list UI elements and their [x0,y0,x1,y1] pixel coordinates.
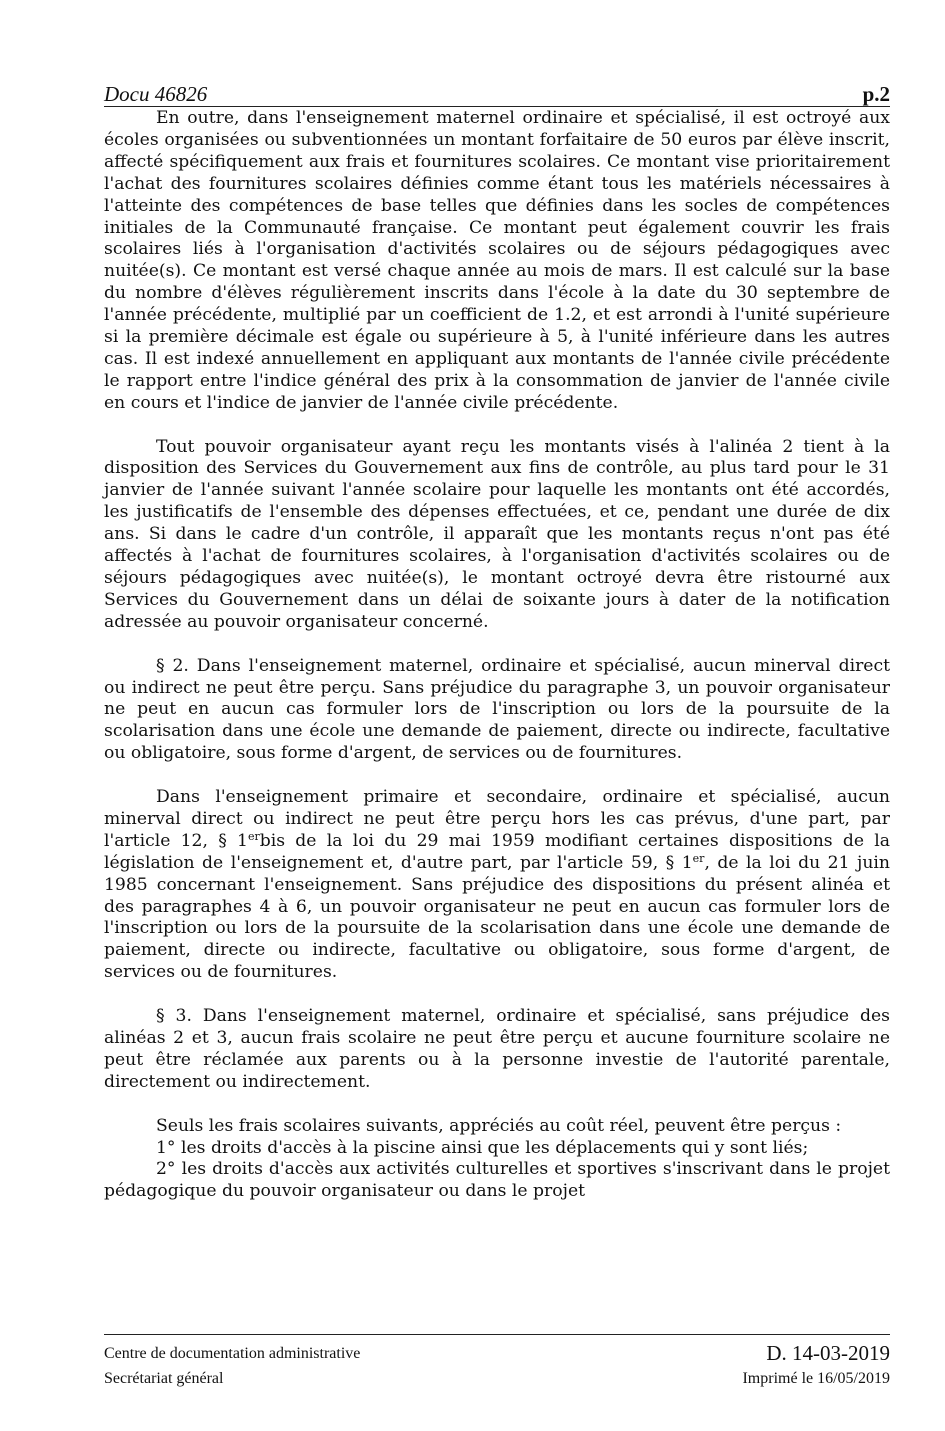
footer-secretariat: Secrétariat général [104,1370,224,1387]
paragraph-section-2: § 2. Dans l'enseignement maternel, ordinaire et spécialisé, aucun minerval direct ou indirect ne peut être perçu. Sans préjudice du paragraphe 3, un pouvoir organisateur ne peut en aucun cas formuler lors de l'inscription ou lors de la poursuite de la scolarisation dans une école une demande de paiement, directe ou indirecte, facultative ou obligatoire, sous forme d'argent, de services ou de fournitures. [104,655,890,764]
document-body [104,108,890,1203]
paragraph-controle: Tout pouvoir organisateur ayant reçu les montants visés à l'alinéa 2 tient à la disposition des Services du Gouvernement aux fins de contrôle, au plus tard pour le 31 janvier de l'année suivant l'année scolaire pour laquelle les montants ont été accordés, les justificatifs de l'ensemble des dépenses effectuées, et ce, pendant une durée de dix ans. Si dans le cadre d'un contrôle, il apparaît que les montants reçus n'ont pas été affectés à l'achat de fournitures scolaires, à l'organisation d'activités scolaires ou de séjours pédagogiques avec nuitée(s), le montant octroyé devra être ristourné aux Services du Gouvernement dans un délai de soixante jours à dater de la notification adressée au pouvoir organisateur concerné. [104,436,890,632]
footer-decree-date: D. 14-03-2019 [766,1341,890,1365]
paragraph-primaire-secondaire: Dans l'enseignement primaire et secondaire, ordinaire et spécialisé, aucun minerval direct ou indirect ne peut être perçu hors les cas prévus, d'une part, par l'article 12, § 1erbis de la loi du 29 mai 1959 modifiant certaines dispositions de la législation de l'enseignement et, d'autre part, par l'article 59, § 1er, de la loi du 21 juin 1985 concernant l'enseignement. Sans préjudice des dispositions du présent alinéa et des paragraphes 4 à 6, un pouvoir organisateur ne peut en aucun cas formuler lors de l'inscription ou lors de la poursuite de la scolarisation dans une école une demande de paiement, directe ou indirecte, facultative ou obligatoire, sous forme d'argent, de services ou de fournitures. [104,787,890,983]
list-item-piscine: 1° les droits d'accès à la piscine ainsi que les déplacements qui y sont liés; [156,1137,809,1158]
paragraph-section-3: § 3. Dans l'enseignement maternel, ordinaire et spécialisé, sans préjudice des alinéas 2 et 3, aucun frais scolaire ne peut être perçu et aucune fourniture scolaire ne peut être réclamée aux parents ou à la personne investie de l'autorité parentale, directement ou indirectement. [104,1006,890,1092]
list-item-activites: 2° les droits d'accès aux activités culturelles et sportives s'inscrivant dans le projet pédagogique du pouvoir organisateur ou dans le projet [104,1159,890,1202]
paragraph-frais-admis: Seuls les frais scolaires suivants, appréciés au coût réel, peuvent être perçus : [156,1115,842,1136]
footer-print-date: Imprimé le 16/05/2019 [742,1370,890,1387]
page-footer [104,1334,890,1395]
paragraph-frais-maternel: En outre, dans l'enseignement maternel ordinaire et spécialisé, il est octroyé aux écoles organisées ou subventionnées un montant forfaitaire de 50 euros par élève inscrit, affecté spécifiquement aux frais et fournitures scolaires. Ce montant vise prioritairement l'achat des fournitures scolaires définies comme étant tous les matériels nécessaires à l'atteinte des compétences de base telles que définies dans les socles de compétences initiales de la Communauté française. Ce montant peut également couvrir les frais scolaires liés à l'organisation d'activités scolaires ou de séjours pédagogiques avec nuitée(s). Ce montant est versé chaque année au mois de mars. Il est calculé sur la base du nombre d'élèves régulièrement inscrits dans l'école à la date du 30 septembre de l'année précédente, multiplié par un coefficient de 1.2, et est arrondi à l'unité supérieure si la première décimale est égale ou supérieure à 5, à l'unité inférieure dans les autres cas. Il est indexé annuellement en appliquant aux montants de l'année civile précédente le rapport entre l'indice général des prix à la consommation de janvier de l'année civile en cours et l'indice de janvier de l'année civile précédente. [104,108,890,413]
footer-centre: Centre de documentation administrative [104,1345,361,1362]
page-header [104,82,890,107]
document-reference: Docu 46826 [104,82,208,106]
page-number: p.2 [862,82,890,106]
